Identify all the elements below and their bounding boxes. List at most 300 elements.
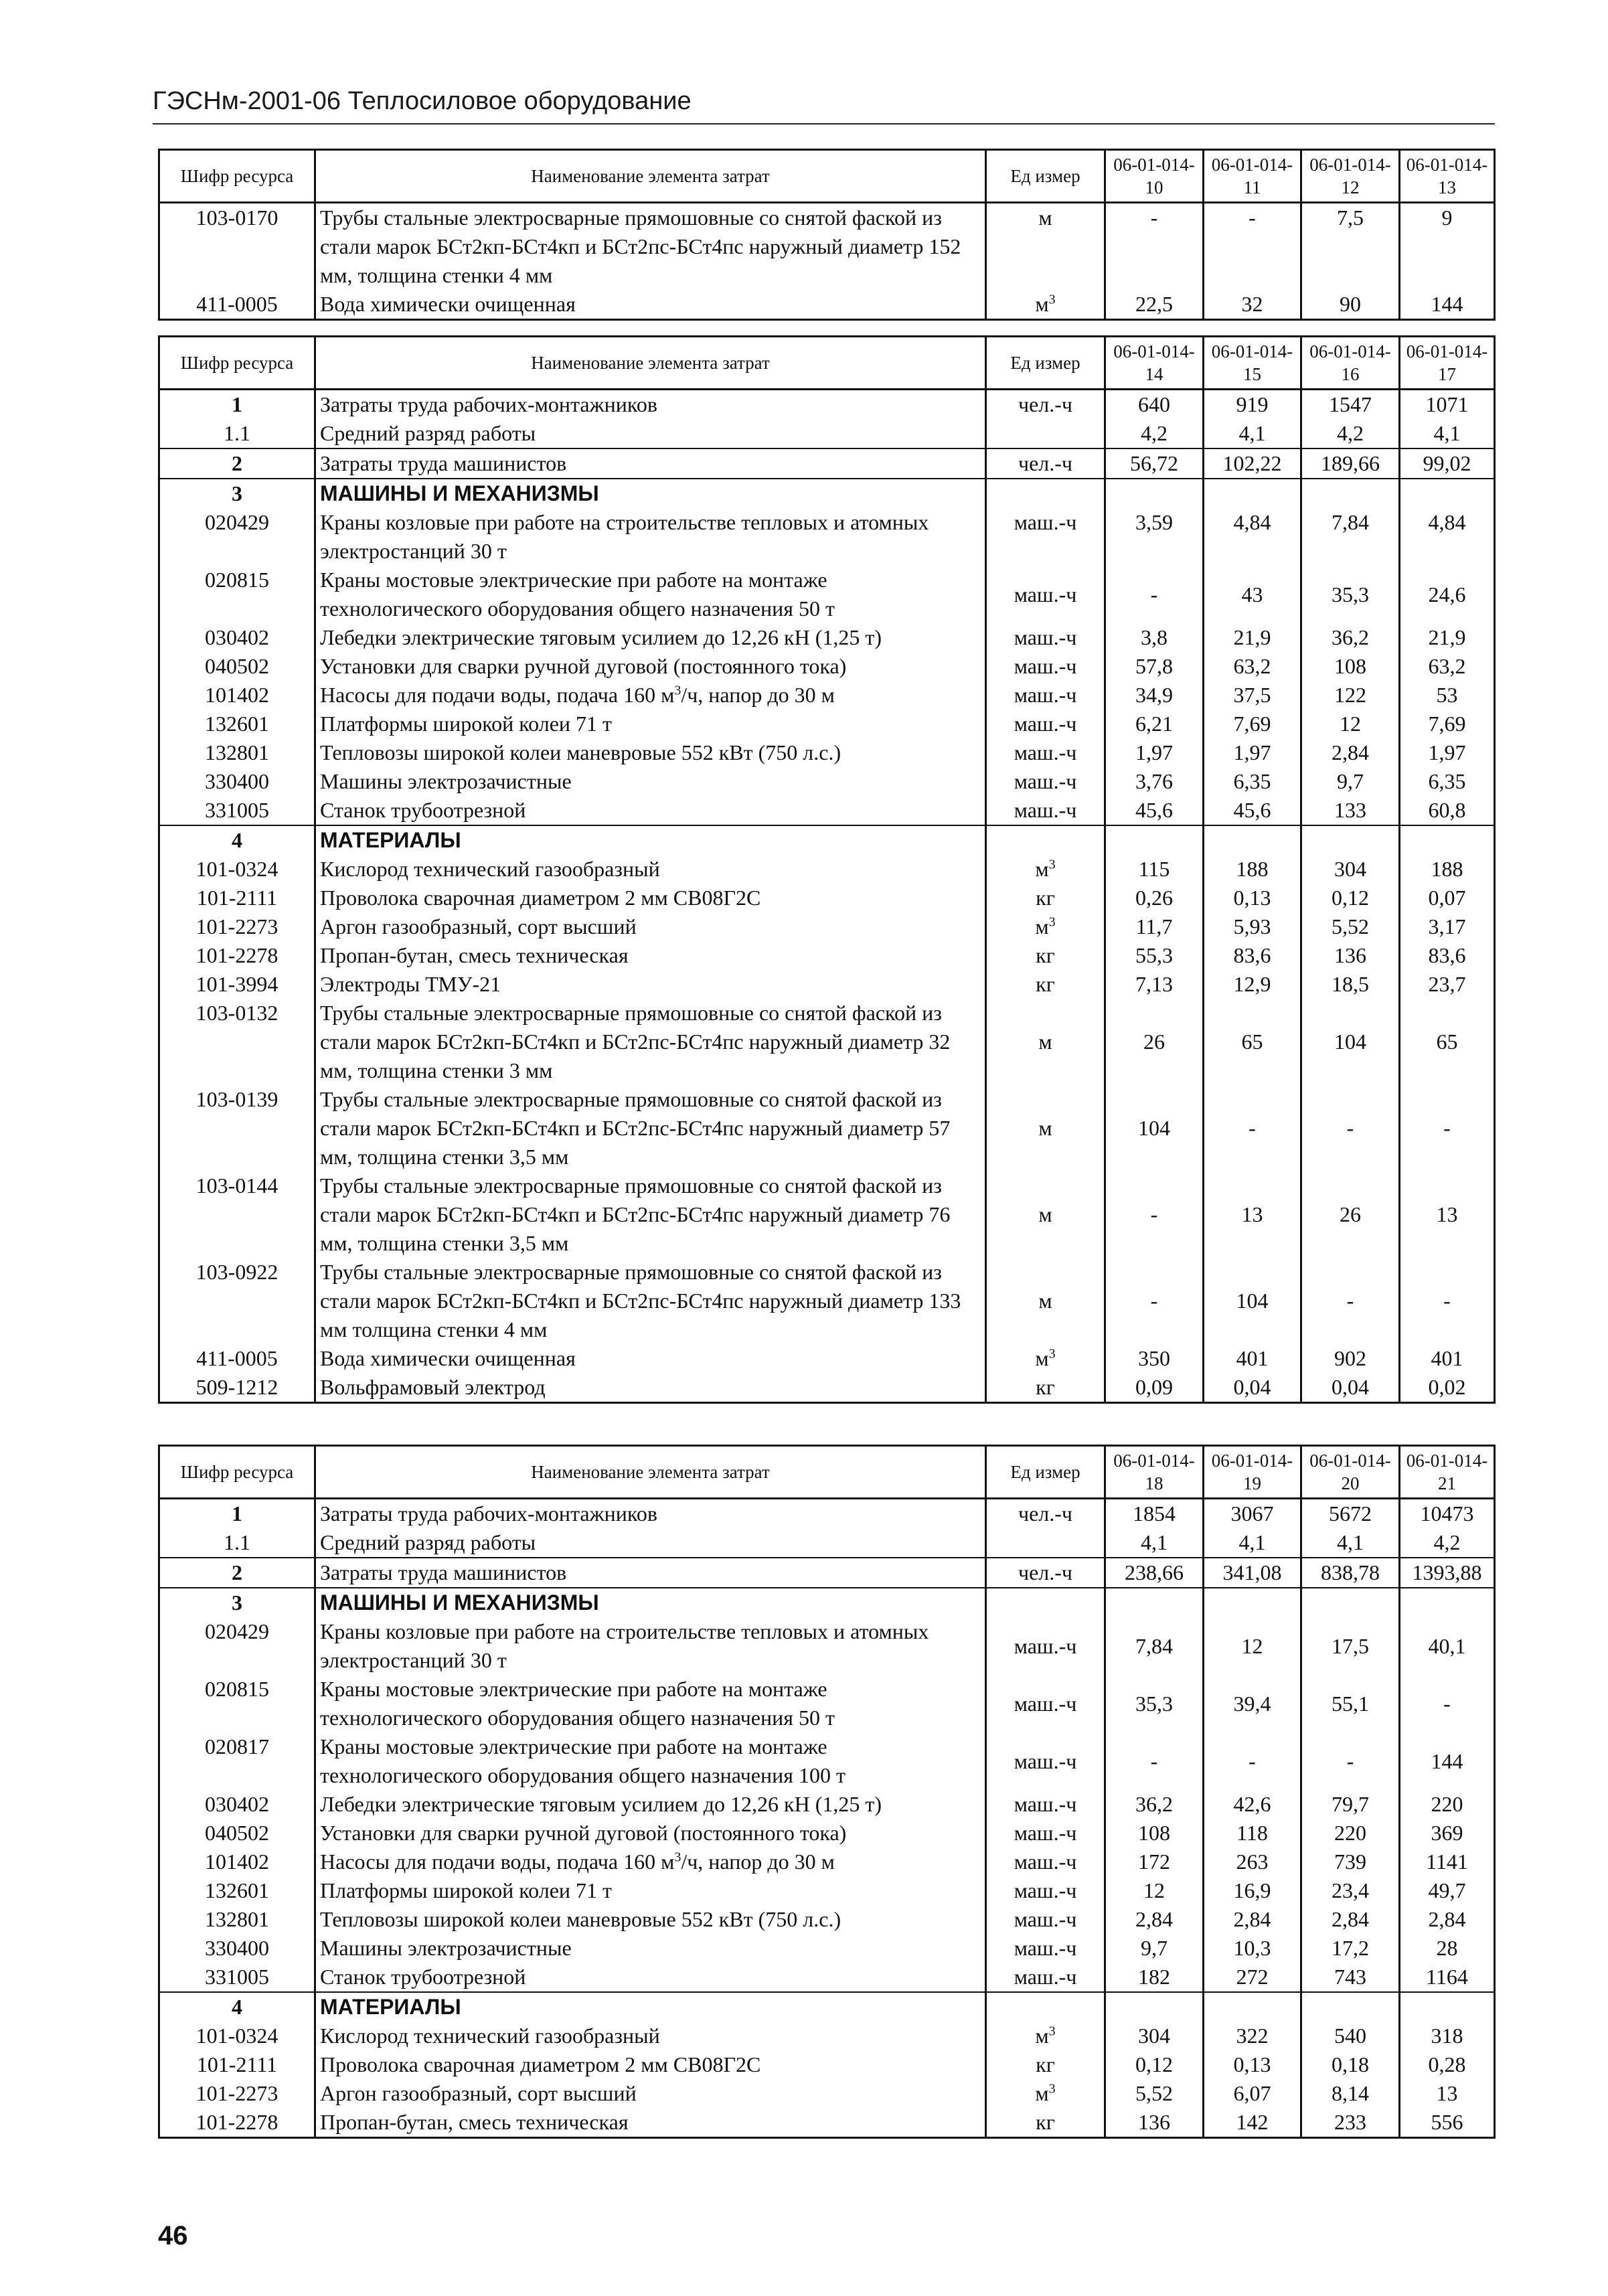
- resource-code: 411-0005: [159, 290, 315, 320]
- resource-code: 331005: [159, 1963, 315, 1992]
- unit: маш.-ч: [986, 1905, 1105, 1934]
- resource-code: 030402: [159, 623, 315, 652]
- cost-element-name: Проволока сварочная диаметром 2 мм СВ08Г2С: [315, 884, 986, 912]
- norm-value: 0,26: [1105, 884, 1204, 912]
- norm-value: 182: [1105, 1963, 1204, 1992]
- unit: чел.-ч: [986, 448, 1105, 479]
- cost-element-name: МАТЕРИАЛЫ: [315, 825, 986, 855]
- norm-value: 65: [1204, 999, 1301, 1085]
- norm-value: 7,69: [1400, 710, 1495, 738]
- norm-value: 4,1: [1400, 419, 1495, 448]
- header-norm-code: 06-01-014-16: [1301, 337, 1400, 390]
- table-row: [159, 1171, 1495, 1258]
- norm-value: 6,21: [1105, 710, 1204, 738]
- norm-value: 108: [1301, 652, 1400, 681]
- norm-value: 7,69: [1204, 710, 1301, 738]
- norm-value: 4,2: [1400, 1528, 1495, 1558]
- table-row: [159, 1617, 1495, 1675]
- cost-element-name: Платформы широкой колеи 71 т: [315, 1876, 986, 1905]
- unit: м: [986, 1085, 1105, 1171]
- unit: м: [986, 203, 1105, 291]
- norm-value: 36,2: [1105, 1790, 1204, 1819]
- resource-code: 4: [159, 825, 315, 855]
- unit: кг: [986, 2050, 1105, 2079]
- table-row: [159, 1934, 1495, 1963]
- cost-element-name: Затраты труда рабочих-монтажников: [315, 390, 986, 420]
- unit: маш.-ч: [986, 1675, 1105, 1732]
- norm-value: 144: [1400, 1732, 1495, 1790]
- resource-code: 101-3994: [159, 970, 315, 999]
- cost-element-name: МАШИНЫ И МЕХАНИЗМЫ: [315, 479, 986, 508]
- norm-value: 79,7: [1301, 1790, 1400, 1819]
- norm-value: 272: [1204, 1963, 1301, 1992]
- norm-value: 172: [1105, 1848, 1204, 1876]
- norm-value: 0,12: [1301, 884, 1400, 912]
- cost-element-name: Платформы широкой колеи 71 т: [315, 710, 986, 738]
- cost-element-name: Машины электрозачистные: [315, 1934, 986, 1963]
- norm-value: 7,13: [1105, 970, 1204, 999]
- norm-value: 341,08: [1204, 1558, 1301, 1588]
- unit: маш.-ч: [986, 508, 1105, 566]
- norm-value: 6,07: [1204, 2079, 1301, 2108]
- header-norm-code: 06-01-014-18: [1105, 1446, 1204, 1499]
- norm-value: 16,9: [1204, 1876, 1301, 1905]
- norm-value: 11,7: [1105, 912, 1204, 941]
- norm-value: 5,93: [1204, 912, 1301, 941]
- norm-value: 55,1: [1301, 1675, 1400, 1732]
- cost-element-name: Трубы стальные электросварные прямошовные со снятой фаской из стали марок БСт2кп-БСт4кп и БСт2пс-БСт4пс наружный диаметр 152 мм, толщина стенки 4 мм: [315, 203, 986, 291]
- table-header-row: [159, 337, 1495, 390]
- table-row: [159, 1819, 1495, 1848]
- norm-value: 28: [1400, 1934, 1495, 1963]
- norm-value: 3,76: [1105, 767, 1204, 796]
- unit: [986, 825, 1105, 855]
- norm-value: -: [1105, 566, 1204, 623]
- norm-value: 556: [1400, 2108, 1495, 2138]
- norm-value: 3,17: [1400, 912, 1495, 941]
- norm-value: 6,35: [1204, 767, 1301, 796]
- norm-value: 919: [1204, 390, 1301, 420]
- norm-value: 1164: [1400, 1963, 1495, 1992]
- cost-element-name: Средний разряд работы: [315, 419, 986, 448]
- norm-value: 4,84: [1204, 508, 1301, 566]
- norm-value: -: [1400, 1258, 1495, 1344]
- norm-value: -: [1105, 1171, 1204, 1258]
- norm-value: 263: [1204, 1848, 1301, 1876]
- norm-value: 739: [1301, 1848, 1400, 1876]
- norm-value: 0,13: [1204, 884, 1301, 912]
- table-row: [159, 681, 1495, 710]
- norm-value: 24,6: [1400, 566, 1495, 623]
- cost-element-name: Затраты труда рабочих-монтажников: [315, 1499, 986, 1529]
- cost-element-name: Краны мостовые электрические при работе на монтаже технологического оборудования общего назначения 50 т: [315, 1675, 986, 1732]
- norm-value: 4,1: [1301, 1528, 1400, 1558]
- norm-value: 63,2: [1400, 652, 1495, 681]
- norm-value: 322: [1204, 2022, 1301, 2050]
- resource-code: 330400: [159, 767, 315, 796]
- table-row: [159, 1258, 1495, 1344]
- table-row: [159, 2022, 1495, 2050]
- norm-value: 104: [1301, 999, 1400, 1085]
- table-row: [159, 1876, 1495, 1905]
- unit: маш.-ч: [986, 1876, 1105, 1905]
- unit: $м^3$: [986, 855, 1105, 884]
- page-title: ГЭСНм-2001-06 Теплосиловое оборудование: [153, 87, 692, 115]
- norm-value: 4,2: [1301, 419, 1400, 448]
- table-row: [159, 419, 1495, 448]
- norm-value: 90: [1301, 290, 1400, 320]
- header-norm-code: 06-01-014-13: [1400, 150, 1495, 203]
- norm-value: 1854: [1105, 1499, 1204, 1529]
- norm-value: 39,4: [1204, 1675, 1301, 1732]
- cost-element-name: МАТЕРИАЛЫ: [315, 1992, 986, 2022]
- norm-value: 12: [1204, 1617, 1301, 1675]
- norm-value: 45,6: [1105, 796, 1204, 825]
- unit: кг: [986, 1373, 1105, 1403]
- cost-element-name: Аргон газообразный, сорт высший: [315, 2079, 986, 2108]
- table-row: [159, 941, 1495, 970]
- cost-element-name: Трубы стальные электросварные прямошовные со снятой фаской из стали марок БСт2кп-БСт4кп и БСт2пс-БСт4пс наружный диаметр 133 мм толщина стенки 4 мм: [315, 1258, 986, 1344]
- norm-value: 0,07: [1400, 884, 1495, 912]
- table-row: [159, 1732, 1495, 1790]
- cost-element-name: Трубы стальные электросварные прямошовные со снятой фаской из стали марок БСт2кп-БСт4кп и БСт2пс-БСт4пс наружный диаметр 76 мм, толщина стенки 3,5 мм: [315, 1171, 986, 1258]
- norm-value: 17,5: [1301, 1617, 1400, 1675]
- norm-value: -: [1105, 1258, 1204, 1344]
- norm-value: 6,35: [1400, 767, 1495, 796]
- cost-element-name: Трубы стальные электросварные прямошовные со снятой фаской из стали марок БСт2кп-БСт4кп и БСт2пс-БСт4пс наружный диаметр 32 мм, толщина стенки 3 мм: [315, 999, 986, 1085]
- resource-table-2: [158, 335, 1496, 1404]
- resource-code: 101-0324: [159, 855, 315, 884]
- unit: м: [986, 1171, 1105, 1258]
- norm-value: 401: [1400, 1344, 1495, 1373]
- table-row: [159, 652, 1495, 681]
- norm-value: [1301, 1588, 1400, 1617]
- norm-value: 7,84: [1105, 1617, 1204, 1675]
- header-norm-code: 06-01-014-17: [1400, 337, 1495, 390]
- norm-value: 60,8: [1400, 796, 1495, 825]
- norm-value: 2,84: [1301, 738, 1400, 767]
- table-row: [159, 1344, 1495, 1373]
- resource-code: 101-2111: [159, 2050, 315, 2079]
- cost-element-name: Проволока сварочная диаметром 2 мм СВ08Г2С: [315, 2050, 986, 2079]
- norm-value: 189,66: [1301, 448, 1400, 479]
- norm-value: 0,12: [1105, 2050, 1204, 2079]
- unit: $м^3$: [986, 290, 1105, 320]
- norm-value: 1141: [1400, 1848, 1495, 1876]
- norm-value: 4,84: [1400, 508, 1495, 566]
- table-row: [159, 2050, 1495, 2079]
- unit: маш.-ч: [986, 1819, 1105, 1848]
- header-cost-element: Наименование элемента затрат: [315, 1446, 986, 1499]
- norm-value: 32: [1204, 290, 1301, 320]
- resource-code: 1: [159, 390, 315, 420]
- norm-value: 57,8: [1105, 652, 1204, 681]
- table-row: [159, 1905, 1495, 1934]
- unit: маш.-ч: [986, 1790, 1105, 1819]
- resource-code: 132801: [159, 1905, 315, 1934]
- unit: кг: [986, 970, 1105, 999]
- norm-value: [1204, 479, 1301, 508]
- norm-value: 13: [1400, 1171, 1495, 1258]
- resource-code: 020429: [159, 508, 315, 566]
- norm-value: 21,9: [1400, 623, 1495, 652]
- norm-value: [1204, 825, 1301, 855]
- norm-value: 45,6: [1204, 796, 1301, 825]
- unit: маш.-ч: [986, 1617, 1105, 1675]
- header-norm-code: 06-01-014-12: [1301, 150, 1400, 203]
- cost-element-name: Пропан-бутан, смесь техническая: [315, 941, 986, 970]
- header-norm-code: 06-01-014-19: [1204, 1446, 1301, 1499]
- resource-code: 101402: [159, 1848, 315, 1876]
- cost-element-name: Кислород технический газообразный: [315, 2022, 986, 2050]
- norm-value: 743: [1301, 1963, 1400, 1992]
- unit: маш.-ч: [986, 623, 1105, 652]
- norm-value: 35,3: [1105, 1675, 1204, 1732]
- resource-code: 509-1212: [159, 1373, 315, 1403]
- unit: маш.-ч: [986, 652, 1105, 681]
- unit: маш.-ч: [986, 796, 1105, 825]
- norm-value: [1105, 1992, 1204, 2022]
- norm-value: 53: [1400, 681, 1495, 710]
- norm-value: 118: [1204, 1819, 1301, 1848]
- table-row: [159, 203, 1495, 291]
- norm-value: 49,7: [1400, 1876, 1495, 1905]
- cost-element-name: Затраты труда машинистов: [315, 448, 986, 479]
- resource-code: 101-2278: [159, 941, 315, 970]
- norm-value: 10473: [1400, 1499, 1495, 1529]
- norm-value: 21,9: [1204, 623, 1301, 652]
- unit: маш.-ч: [986, 1934, 1105, 1963]
- norm-value: 2,84: [1400, 1905, 1495, 1934]
- norm-value: 304: [1301, 855, 1400, 884]
- table-row: [159, 566, 1495, 623]
- cost-element-name: Кислород технический газообразный: [315, 855, 986, 884]
- cost-element-name: Краны козловые при работе на строительстве тепловых и атомных электростанций 30 т: [315, 1617, 986, 1675]
- unit: маш.-ч: [986, 767, 1105, 796]
- norm-value: 4,1: [1105, 1528, 1204, 1558]
- norm-value: 188: [1400, 855, 1495, 884]
- norm-value: 838,78: [1301, 1558, 1400, 1588]
- table-row: [159, 767, 1495, 796]
- norm-value: [1204, 1992, 1301, 2022]
- norm-value: 26: [1105, 999, 1204, 1085]
- norm-value: 12: [1301, 710, 1400, 738]
- norm-value: -: [1301, 1258, 1400, 1344]
- unit: маш.-ч: [986, 1732, 1105, 1790]
- resource-code: 040502: [159, 652, 315, 681]
- table-row: [159, 508, 1495, 566]
- norm-value: 2,84: [1204, 1905, 1301, 1934]
- cost-element-name: Установки для сварки ручной дуговой (постоянного тока): [315, 652, 986, 681]
- table-row: [159, 1558, 1495, 1588]
- table-row: [159, 1588, 1495, 1617]
- unit: [986, 419, 1105, 448]
- resource-code: 101-2111: [159, 884, 315, 912]
- norm-value: 43: [1204, 566, 1301, 623]
- resource-code: 132801: [159, 738, 315, 767]
- cost-element-name: Станок трубоотрезной: [315, 796, 986, 825]
- header-norm-code: 06-01-014-15: [1204, 337, 1301, 390]
- cost-element-name: Краны мостовые электрические при работе на монтаже технологического оборудования общего назначения 50 т: [315, 566, 986, 623]
- table-row: [159, 1499, 1495, 1529]
- norm-value: 5672: [1301, 1499, 1400, 1529]
- norm-value: 4,1: [1204, 1528, 1301, 1558]
- resource-code: 040502: [159, 1819, 315, 1848]
- norm-value: 1,97: [1105, 738, 1204, 767]
- unit: [986, 1588, 1105, 1617]
- norm-value: 9,7: [1301, 767, 1400, 796]
- cost-element-name: Краны козловые при работе на строительстве тепловых и атомных электростанций 30 т: [315, 508, 986, 566]
- cost-element-name: Вода химически очищенная: [315, 290, 986, 320]
- unit: маш.-ч: [986, 681, 1105, 710]
- resource-code: 020817: [159, 1732, 315, 1790]
- resource-code: 020815: [159, 1675, 315, 1732]
- norm-value: 42,6: [1204, 1790, 1301, 1819]
- resource-code: 330400: [159, 1934, 315, 1963]
- cost-element-name: Машины электрозачистные: [315, 767, 986, 796]
- unit: маш.-ч: [986, 710, 1105, 738]
- unit: [986, 479, 1105, 508]
- table-row: [159, 1848, 1495, 1876]
- unit: м: [986, 1258, 1105, 1344]
- table-header-row: [159, 150, 1495, 203]
- norm-value: [1400, 825, 1495, 855]
- resource-code: 1: [159, 1499, 315, 1529]
- norm-value: 23,4: [1301, 1876, 1400, 1905]
- resource-code: 103-0144: [159, 1171, 315, 1258]
- norm-value: 0,04: [1301, 1373, 1400, 1403]
- table-row: [159, 855, 1495, 884]
- table-row: [159, 710, 1495, 738]
- norm-value: 7,84: [1301, 508, 1400, 566]
- resource-code: 3: [159, 479, 315, 508]
- norm-value: -: [1204, 203, 1301, 291]
- header-cost-element: Наименование элемента затрат: [315, 337, 986, 390]
- cost-element-name: Средний разряд работы: [315, 1528, 986, 1558]
- norm-value: 37,5: [1204, 681, 1301, 710]
- norm-value: 350: [1105, 1344, 1204, 1373]
- norm-value: 3,8: [1105, 623, 1204, 652]
- norm-value: 902: [1301, 1344, 1400, 1373]
- norm-value: 0,28: [1400, 2050, 1495, 2079]
- header-unit: Ед измер: [986, 337, 1105, 390]
- norm-value: [1105, 479, 1204, 508]
- header-resource-code: Шифр ресурса: [159, 337, 315, 390]
- norm-value: -: [1204, 1085, 1301, 1171]
- resource-code: 103-0132: [159, 999, 315, 1085]
- norm-value: 115: [1105, 855, 1204, 884]
- norm-value: [1204, 1588, 1301, 1617]
- norm-value: 640: [1105, 390, 1204, 420]
- cost-element-name: Вода химически очищенная: [315, 1344, 986, 1373]
- resource-code: 4: [159, 1992, 315, 2022]
- resource-code: 132601: [159, 1876, 315, 1905]
- norm-value: 35,3: [1301, 566, 1400, 623]
- norm-value: 22,5: [1105, 290, 1204, 320]
- norm-value: 13: [1400, 2079, 1495, 2108]
- cost-element-name: Электроды ТМУ-21: [315, 970, 986, 999]
- header-resource-code: Шифр ресурса: [159, 150, 315, 203]
- norm-value: 5,52: [1105, 2079, 1204, 2108]
- table-row: [159, 912, 1495, 941]
- cost-element-name: Трубы стальные электросварные прямошовные со снятой фаской из стали марок БСт2кп-БСт4кп и БСт2пс-БСт4пс наружный диаметр 57 мм, толщина стенки 3,5 мм: [315, 1085, 986, 1171]
- norm-value: 133: [1301, 796, 1400, 825]
- unit: маш.-ч: [986, 1848, 1105, 1876]
- norm-value: 3,59: [1105, 508, 1204, 566]
- norm-value: 26: [1301, 1171, 1400, 1258]
- resource-code: 3: [159, 1588, 315, 1617]
- norm-value: 104: [1204, 1258, 1301, 1344]
- cost-element-name: Тепловозы широкой колеи маневровые 552 кВт (750 л.с.): [315, 738, 986, 767]
- norm-value: -: [1400, 1085, 1495, 1171]
- table-row: [159, 1992, 1495, 2022]
- norm-value: 17,2: [1301, 1934, 1400, 1963]
- header-cost-element: Наименование элемента затрат: [315, 150, 986, 203]
- resource-code: 020429: [159, 1617, 315, 1675]
- norm-value: -: [1204, 1732, 1301, 1790]
- table-row: [159, 1373, 1495, 1403]
- norm-value: 369: [1400, 1819, 1495, 1848]
- resource-code: 331005: [159, 796, 315, 825]
- norm-value: [1400, 479, 1495, 508]
- table-row: [159, 825, 1495, 855]
- cost-element-name: Насосы для подачи воды, подача 160 $м^3/ч$, напор до 30 м: [315, 681, 986, 710]
- resource-code: 020815: [159, 566, 315, 623]
- norm-value: 2,84: [1301, 1905, 1400, 1934]
- cost-element-name: Насосы для подачи воды, подача 160 $м^3/ч$, напор до 30 м: [315, 1848, 986, 1876]
- resource-code: 103-0922: [159, 1258, 315, 1344]
- norm-value: 102,22: [1204, 448, 1301, 479]
- norm-value: 9: [1400, 203, 1495, 291]
- unit: кг: [986, 941, 1105, 970]
- norm-value: 65: [1400, 999, 1495, 1085]
- table-row: [159, 999, 1495, 1085]
- resource-code: 101-2273: [159, 2079, 315, 2108]
- cost-element-name: Станок трубоотрезной: [315, 1963, 986, 1992]
- norm-value: [1301, 1992, 1400, 2022]
- norm-value: 83,6: [1400, 941, 1495, 970]
- norm-value: 0,13: [1204, 2050, 1301, 2079]
- norm-value: -: [1301, 1732, 1400, 1790]
- table-row: [159, 2108, 1495, 2138]
- norm-value: 0,18: [1301, 2050, 1400, 2079]
- table-row: [159, 1963, 1495, 1992]
- norm-value: 83,6: [1204, 941, 1301, 970]
- resource-code: 030402: [159, 1790, 315, 1819]
- norm-value: -: [1105, 1732, 1204, 1790]
- resource-code: 103-0139: [159, 1085, 315, 1171]
- resource-code: 101402: [159, 681, 315, 710]
- cost-element-name: Затраты труда машинистов: [315, 1558, 986, 1588]
- unit: кг: [986, 2108, 1105, 2138]
- header-resource-code: Шифр ресурса: [159, 1446, 315, 1499]
- norm-value: -: [1400, 1675, 1495, 1732]
- norm-value: 34,9: [1105, 681, 1204, 710]
- norm-value: 1547: [1301, 390, 1400, 420]
- norm-value: 0,04: [1204, 1373, 1301, 1403]
- norm-value: 136: [1301, 941, 1400, 970]
- norm-value: 0,09: [1105, 1373, 1204, 1403]
- norm-value: 9,7: [1105, 1934, 1204, 1963]
- resource-code: 1.1: [159, 419, 315, 448]
- norm-value: 142: [1204, 2108, 1301, 2138]
- header-unit: Ед измер: [986, 150, 1105, 203]
- unit: чел.-ч: [986, 1558, 1105, 1588]
- norm-value: [1400, 1588, 1495, 1617]
- norm-value: 55,3: [1105, 941, 1204, 970]
- norm-value: 2,84: [1105, 1905, 1204, 1934]
- norm-value: 3067: [1204, 1499, 1301, 1529]
